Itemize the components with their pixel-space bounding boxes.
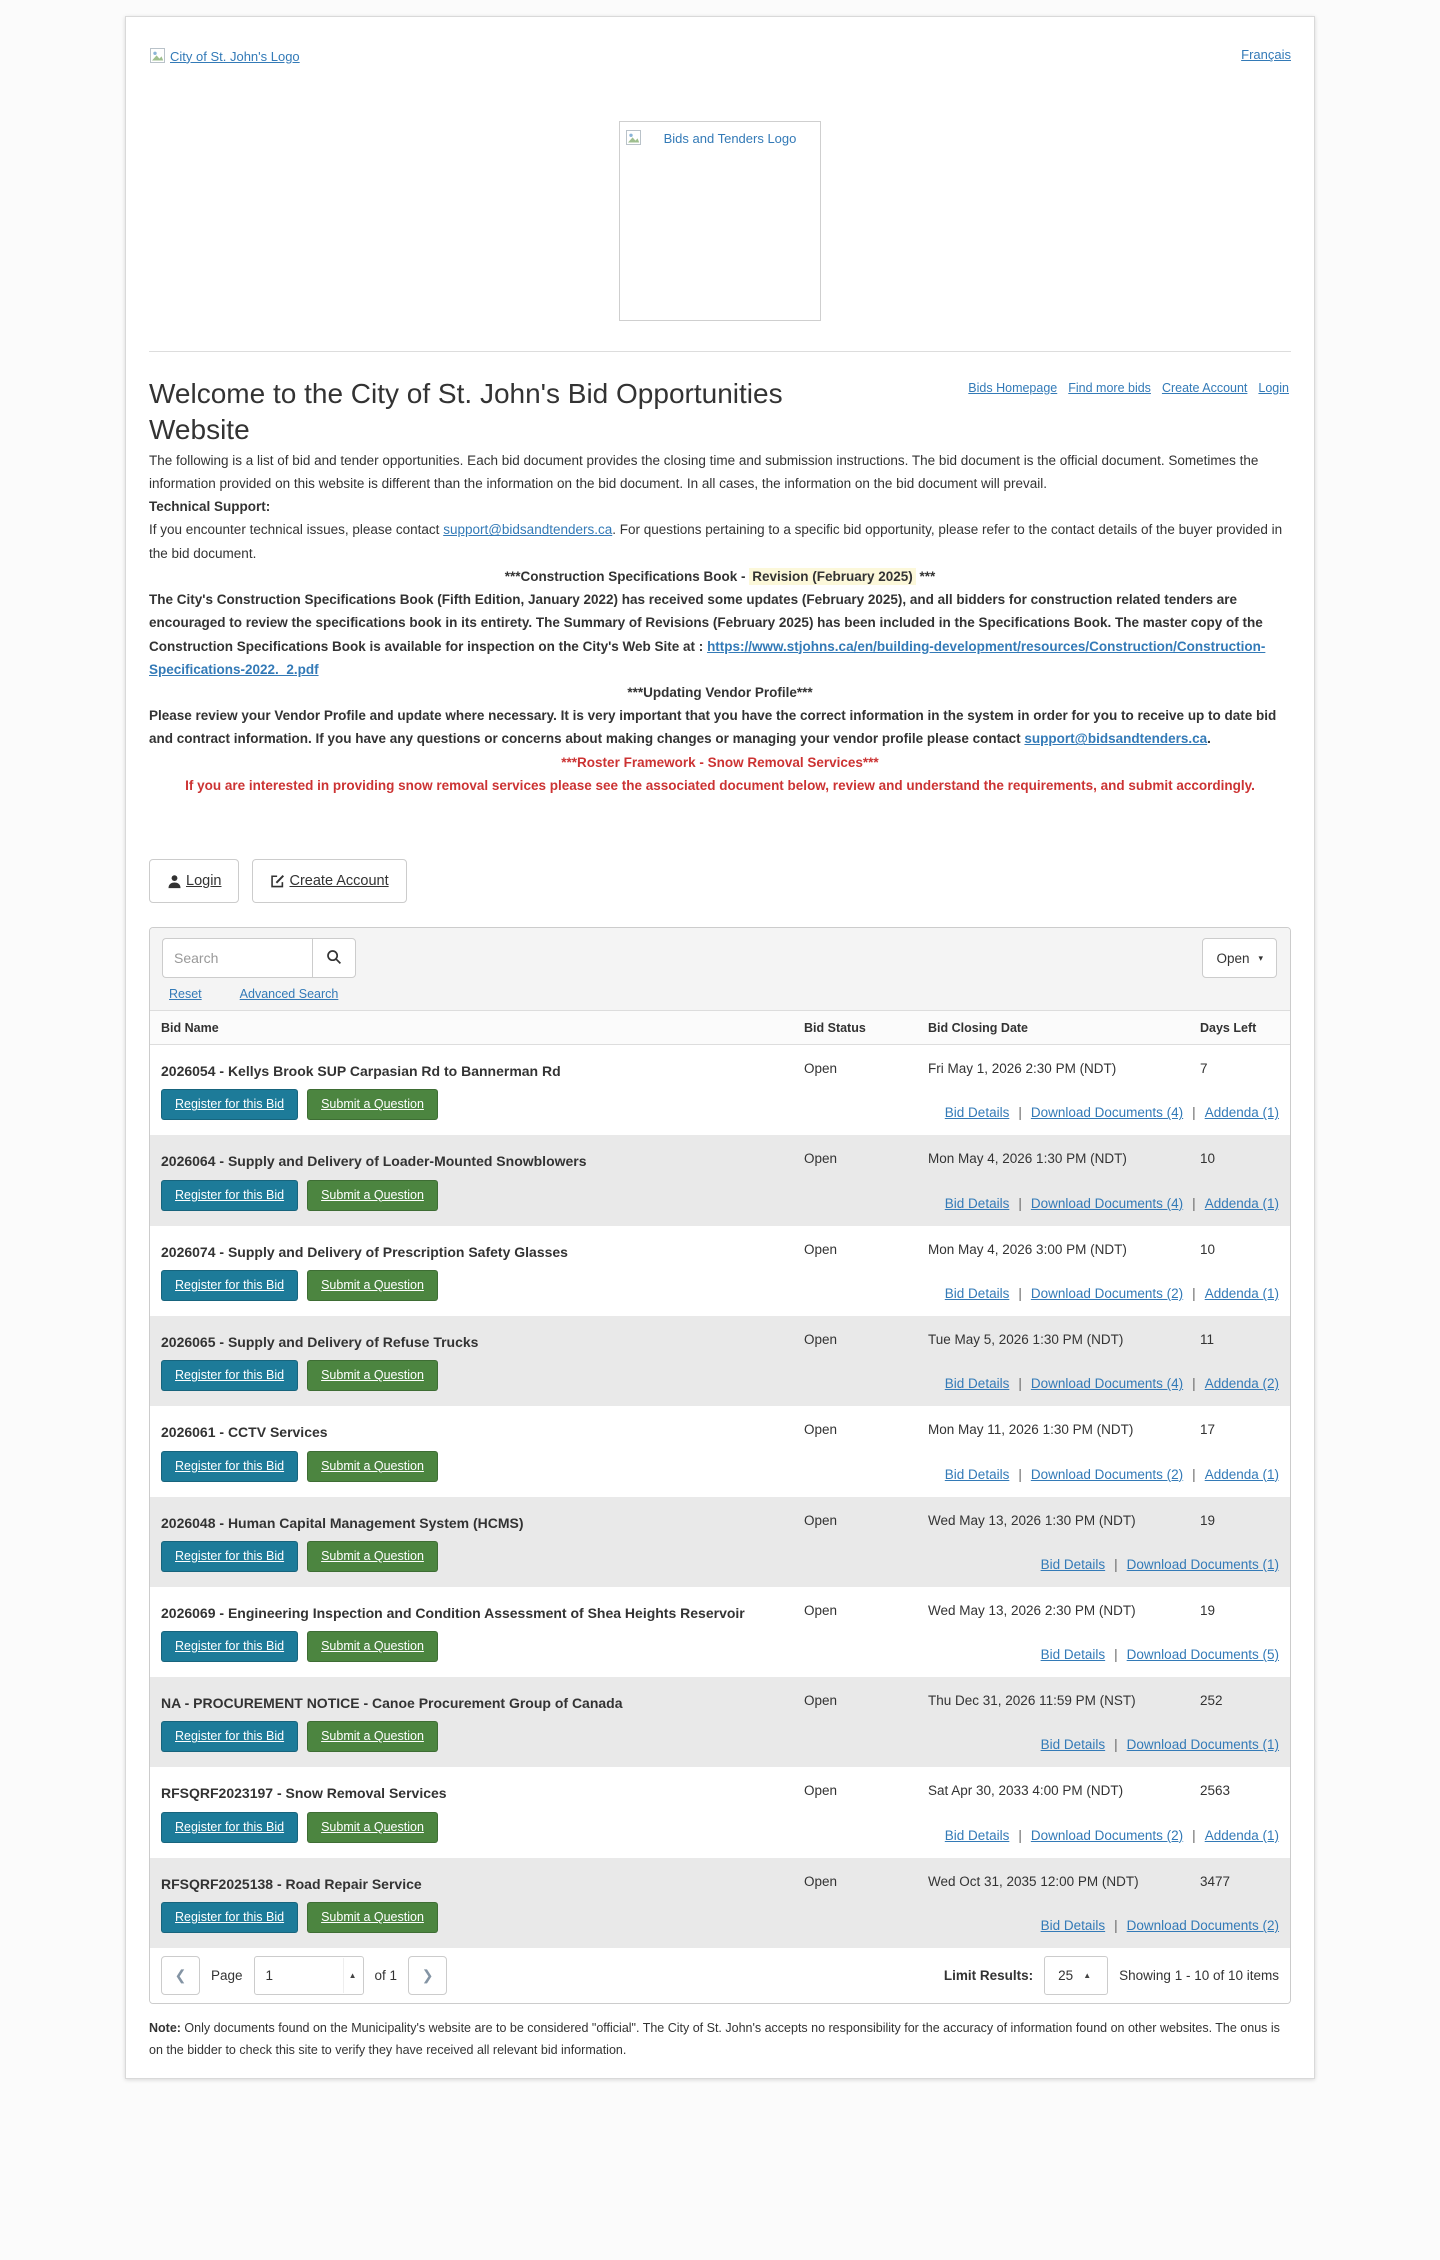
bid-details-link[interactable]: Bid Details	[944, 1827, 1010, 1843]
search-group	[162, 938, 356, 978]
register-for-bid-button[interactable]: Register for this Bid	[161, 1541, 298, 1572]
auth-buttons-row	[149, 859, 1291, 903]
intro-paragraph: The following is a list of bid and tender opportunities. Each bid document provides the closing time and submission instructions. The bid document is the official document. Sometimes the information provided on this website is different than the information on the bid document. In all cases, the information on the bid document will prevail.	[149, 452, 1259, 491]
register-for-bid-button[interactable]: Register for this Bid	[161, 1270, 298, 1301]
bid-days-left: 11	[1200, 1331, 1215, 1347]
link-separator: |	[1018, 1105, 1022, 1121]
addenda-link[interactable]: Addenda (1)	[1204, 1466, 1279, 1482]
person-icon	[167, 874, 182, 889]
submit-question-button[interactable]: Submit a Question	[307, 1451, 438, 1482]
link-separator: |	[1018, 1285, 1022, 1301]
bid-status: Open	[804, 1783, 838, 1799]
divider	[149, 351, 1291, 352]
submit-question-button[interactable]: Submit a Question	[307, 1631, 438, 1662]
bid-days-left: 17	[1200, 1422, 1216, 1438]
bid-days-left: 2563	[1200, 1783, 1231, 1799]
bid-details-link[interactable]: Bid Details	[1040, 1556, 1106, 1572]
status-filter-value: Open	[1216, 950, 1250, 966]
bid-row-summary	[150, 1677, 1290, 1713]
link-separator: |	[1192, 1466, 1196, 1482]
bids-tenders-logo-box	[619, 121, 821, 321]
bid-row	[150, 1135, 1290, 1225]
chevron-down-icon: ▾	[1258, 952, 1263, 963]
construction-heading-prefix: ***Construction Specifications Book -	[504, 568, 750, 584]
limit-results-dropdown[interactable]	[1044, 1956, 1108, 1995]
previous-page-button[interactable]	[161, 1956, 200, 1995]
bid-days-left: 10	[1200, 1151, 1216, 1167]
bid-status: Open	[804, 1331, 838, 1347]
revision-highlight: Revision (February 2025)	[749, 568, 916, 585]
footer-note	[149, 2018, 1291, 2066]
column-header-days-left: Days Left	[1200, 1021, 1257, 1036]
support-email-link[interactable]: support@bidsandtenders.ca	[443, 522, 613, 538]
bid-details-link[interactable]: Bid Details	[1040, 1737, 1106, 1753]
construction-heading-suffix: ***	[915, 568, 936, 584]
limit-results-label: Limit Results:	[943, 1968, 1034, 1984]
vendor-body-after: .	[1207, 731, 1211, 747]
bid-details-link[interactable]: Bid Details	[1040, 1918, 1106, 1934]
reset-link[interactable]: Reset	[169, 987, 202, 1002]
technical-support-paragraph	[149, 518, 1291, 564]
bid-action-buttons	[161, 1721, 438, 1752]
bid-row	[150, 1858, 1290, 1948]
bid-row-summary	[150, 1316, 1290, 1352]
bid-row-summary	[150, 1226, 1290, 1262]
technical-support-text-after: . For questions pertaining to a specific bid opportunity, please refer to the contact details of the buyer provided in the bid document.	[149, 522, 1283, 561]
submit-question-button[interactable]: Submit a Question	[307, 1721, 438, 1752]
note-label: Note:	[149, 2021, 181, 2036]
addenda-link[interactable]: Addenda (1)	[1204, 1105, 1279, 1121]
vendor-profile-paragraph	[149, 704, 1291, 750]
bid-row-actions	[150, 1352, 1290, 1406]
register-for-bid-button[interactable]: Register for this Bid	[161, 1631, 298, 1662]
addenda-link[interactable]: Addenda (1)	[1204, 1195, 1279, 1211]
nav-login-link[interactable]: Login	[1258, 381, 1289, 395]
bid-status: Open	[804, 1512, 838, 1528]
bid-status: Open	[804, 1602, 838, 1618]
submit-question-button[interactable]: Submit a Question	[307, 1089, 438, 1120]
welcome-row	[149, 376, 1291, 449]
link-separator: |	[1114, 1737, 1118, 1753]
search-icon	[326, 949, 342, 968]
filter-panel	[150, 928, 1290, 1011]
spinner-up-icon[interactable]: ▲	[343, 1958, 362, 1993]
bid-days-left: 252	[1200, 1693, 1223, 1709]
page-title: Welcome to the City of St. John's Bid Opportunities Website	[149, 378, 783, 446]
city-logo-alt-text: City of St. John's Logo	[170, 48, 300, 64]
download-documents-link[interactable]: Download Documents (2)	[1126, 1918, 1279, 1934]
bid-action-buttons	[161, 1812, 438, 1843]
link-separator: |	[1192, 1195, 1196, 1211]
bid-links	[945, 1828, 1279, 1843]
bid-closing-date: Mon May 11, 2026 1:30 PM (NDT)	[928, 1422, 1134, 1438]
bid-row-actions	[150, 1262, 1290, 1316]
download-documents-link[interactable]: Download Documents (4)	[1030, 1105, 1184, 1121]
bid-name: 2026048 - Human Capital Management System (HCMS)	[161, 1514, 524, 1531]
bid-row-summary	[150, 1767, 1290, 1803]
page-input-wrap	[254, 1956, 364, 1995]
bid-name: RFSQRF2025138 - Road Repair Service	[161, 1875, 422, 1892]
download-documents-link[interactable]: Download Documents (2)	[1030, 1827, 1184, 1843]
bid-links	[1041, 1647, 1279, 1662]
bid-details-link[interactable]: Bid Details	[944, 1466, 1010, 1482]
bid-row-actions	[150, 1443, 1290, 1497]
roster-framework-paragraph: If you are interested in providing snow removal services please see the associated document below, review and understand the requirements, and submit accordingly.	[185, 777, 1255, 793]
chevron-left-icon: ❮	[174, 1967, 187, 1984]
link-separator: |	[1114, 1556, 1118, 1572]
bid-closing-date: Tue May 5, 2026 1:30 PM (NDT)	[928, 1331, 1124, 1347]
register-for-bid-button[interactable]: Register for this Bid	[161, 1721, 298, 1752]
bid-details-link[interactable]: Bid Details	[944, 1376, 1010, 1392]
bid-links	[945, 1196, 1279, 1211]
submit-question-button[interactable]: Submit a Question	[307, 1270, 438, 1301]
link-separator: |	[1192, 1376, 1196, 1392]
bid-action-buttons	[161, 1089, 438, 1120]
bid-status: Open	[804, 1151, 838, 1167]
bid-days-left: 19	[1200, 1512, 1216, 1528]
bid-row-summary	[150, 1045, 1290, 1081]
vendor-profile-heading: ***Updating Vendor Profile***	[627, 684, 813, 700]
register-for-bid-button[interactable]: Register for this Bid	[161, 1902, 298, 1933]
bid-closing-date: Wed May 13, 2026 1:30 PM (NDT)	[928, 1512, 1136, 1528]
next-page-button[interactable]	[408, 1956, 447, 1995]
register-for-bid-button[interactable]: Register for this Bid	[161, 1180, 298, 1211]
construction-body-text: The City's Construction Specifications Book (Fifth Edition, January 2022) has received some updates (February 2025), and all bidders for construction related tenders are encouraged to review the specifications book in its entirety. The Summary of Revisions (February 2025) has been included in the Specifications Book. The master copy of the Construction Specifications Book is available for inspection on the City's Web Site at :	[149, 592, 1263, 654]
bid-status: Open	[804, 1422, 838, 1438]
bid-table-panel	[149, 927, 1291, 2004]
bid-name: 2026054 - Kellys Brook SUP Carpasian Rd to Bannerman Rd	[161, 1063, 561, 1080]
download-documents-link[interactable]: Download Documents (1)	[1126, 1556, 1279, 1572]
top-bar	[149, 47, 1291, 65]
register-for-bid-button[interactable]: Register for this Bid	[161, 1451, 298, 1482]
bid-details-link[interactable]: Bid Details	[944, 1285, 1010, 1301]
bid-closing-date: Sat Apr 30, 2033 4:00 PM (NDT)	[928, 1783, 1124, 1799]
create-account-button[interactable]	[252, 859, 406, 903]
bid-action-buttons	[161, 1902, 438, 1933]
bid-details-link[interactable]: Bid Details	[944, 1105, 1010, 1121]
bid-details-link[interactable]: Bid Details	[1040, 1647, 1106, 1663]
bid-action-buttons	[161, 1631, 438, 1662]
link-separator: |	[1192, 1105, 1196, 1121]
login-button[interactable]	[149, 859, 239, 903]
column-header-bid-name: Bid Name	[161, 1021, 219, 1036]
bid-name: 2026065 - Supply and Delivery of Refuse Trucks	[161, 1333, 479, 1350]
bid-row	[150, 1767, 1290, 1857]
city-logo-link[interactable]	[149, 47, 300, 65]
bid-links	[945, 1286, 1279, 1301]
advanced-search-link[interactable]: Advanced Search	[239, 987, 339, 1002]
broken-image-icon	[625, 129, 643, 147]
bid-row	[150, 1406, 1290, 1496]
pagination-summary	[944, 1956, 1279, 1995]
pagination-bar	[150, 1948, 1290, 2003]
bid-name: RFSQRF2023197 - Snow Removal Services	[161, 1785, 447, 1802]
content-card	[125, 16, 1315, 2079]
bid-row-actions	[150, 1713, 1290, 1767]
bid-links	[945, 1467, 1279, 1482]
addenda-link[interactable]: Addenda (2)	[1204, 1376, 1279, 1392]
bid-row-summary	[150, 1858, 1290, 1894]
bid-table-header	[150, 1011, 1290, 1045]
bid-row-summary	[150, 1587, 1290, 1623]
bid-row	[150, 1045, 1290, 1135]
bid-row-actions	[150, 1894, 1290, 1948]
search-button[interactable]	[312, 938, 356, 978]
link-separator: |	[1114, 1918, 1118, 1934]
submit-question-button[interactable]: Submit a Question	[307, 1541, 438, 1572]
create-account-button-label: Create Account	[289, 873, 389, 890]
francais-link[interactable]: Français	[1241, 47, 1291, 62]
limit-results-value: 25	[1058, 1968, 1074, 1984]
bid-table-body	[150, 1045, 1290, 1948]
register-for-bid-button[interactable]: Register for this Bid	[161, 1360, 298, 1391]
link-separator: |	[1192, 1285, 1196, 1301]
page-count-label: of 1	[374, 1968, 398, 1984]
bid-links	[945, 1105, 1279, 1120]
link-separator: |	[1192, 1827, 1196, 1843]
bid-row-actions	[150, 1172, 1290, 1226]
bid-row-summary	[150, 1406, 1290, 1442]
bid-row-actions	[150, 1623, 1290, 1677]
bid-row	[150, 1587, 1290, 1677]
register-for-bid-button[interactable]: Register for this Bid	[161, 1812, 298, 1843]
bid-row-summary	[150, 1135, 1290, 1171]
download-documents-link[interactable]: Download Documents (4)	[1030, 1195, 1184, 1211]
top-nav	[968, 381, 1289, 395]
bid-days-left: 7	[1200, 1061, 1208, 1077]
bid-days-left: 10	[1200, 1241, 1216, 1257]
submit-question-button[interactable]: Submit a Question	[307, 1902, 438, 1933]
link-separator: |	[1018, 1827, 1022, 1843]
nav-bids-homepage-link[interactable]: Bids Homepage	[968, 381, 1058, 395]
note-text: Only documents found on the Municipality's website are to be considered "official". The City of St. John's accepts no responsibility for the accuracy of information found on other websites. The onus is on the bidder to check this site to verify they have received all relevant bid information.	[149, 2021, 1280, 2057]
bid-closing-date: Fri May 1, 2026 2:30 PM (NDT)	[928, 1061, 1117, 1077]
submit-question-button[interactable]: Submit a Question	[307, 1180, 438, 1211]
broken-image-icon	[149, 47, 167, 65]
bid-links	[1041, 1737, 1279, 1752]
bid-days-left: 3477	[1200, 1873, 1231, 1889]
construction-spec-heading	[149, 565, 1291, 588]
bid-row	[150, 1316, 1290, 1406]
link-separator: |	[1018, 1466, 1022, 1482]
column-header-bid-status: Bid Status	[804, 1021, 866, 1036]
bid-row	[150, 1226, 1290, 1316]
filter-links	[169, 987, 1278, 1001]
bid-status: Open	[804, 1241, 838, 1257]
vendor-body-text: Please review your Vendor Profile and update where necessary. It is very important that you have the correct information in the system in order for you to receive up to date bid and contract information. If you have any questions or concerns about making changes or managing your vendor profile please contact	[149, 708, 1277, 747]
download-documents-link[interactable]: Download Documents (4)	[1030, 1376, 1184, 1392]
bid-links	[1041, 1557, 1279, 1572]
construction-spec-pdf-link[interactable]: https://www.stjohns.ca/en/building-development/resources/Construction/Construction-Specifications-2022._2.pdf	[149, 638, 1266, 677]
link-separator: |	[1018, 1376, 1022, 1392]
bid-row	[150, 1497, 1290, 1587]
bid-closing-date: Wed May 13, 2026 2:30 PM (NDT)	[928, 1602, 1136, 1618]
bid-closing-date: Thu Dec 31, 2026 11:59 PM (NST)	[928, 1693, 1136, 1709]
bid-row-summary	[150, 1497, 1290, 1533]
bid-details-link[interactable]: Bid Details	[944, 1195, 1010, 1211]
pagination-controls	[161, 1956, 447, 1995]
status-filter-dropdown[interactable]	[1202, 938, 1277, 978]
bid-status: Open	[804, 1693, 838, 1709]
column-header-bid-closing-date: Bid Closing Date	[928, 1021, 1029, 1036]
download-documents-link[interactable]: Download Documents (1)	[1126, 1737, 1279, 1753]
bid-action-buttons	[161, 1360, 438, 1391]
bid-name: 2026074 - Supply and Delivery of Prescription Safety Glasses	[161, 1243, 568, 1260]
bid-name: NA - PROCUREMENT NOTICE - Canoe Procurement Group of Canada	[161, 1695, 623, 1712]
vendor-support-email-link[interactable]: support@bidsandtenders.ca	[1024, 731, 1208, 747]
bid-days-left: 19	[1200, 1602, 1216, 1618]
bid-links	[1041, 1918, 1279, 1933]
edit-square-icon	[270, 874, 285, 889]
page-label: Page	[211, 1968, 243, 1984]
bid-name: 2026069 - Engineering Inspection and Condition Assessment of Shea Heights Reservoir	[161, 1604, 745, 1621]
bid-closing-date: Mon May 4, 2026 1:30 PM (NDT)	[928, 1151, 1127, 1167]
addenda-link[interactable]: Addenda (1)	[1204, 1827, 1279, 1843]
login-button-label: Login	[186, 873, 222, 890]
bid-action-buttons	[161, 1270, 438, 1301]
addenda-link[interactable]: Addenda (1)	[1204, 1285, 1279, 1301]
link-separator: |	[1018, 1195, 1022, 1211]
showing-items-text: Showing 1 - 10 of 10 items	[1119, 1968, 1279, 1984]
bid-status: Open	[804, 1873, 838, 1889]
roster-framework-heading: ***Roster Framework - Snow Removal Services***	[561, 754, 879, 770]
bid-row	[150, 1677, 1290, 1767]
bid-action-buttons	[161, 1451, 438, 1482]
bid-closing-date: Mon May 4, 2026 3:00 PM (NDT)	[928, 1241, 1127, 1257]
bids-tenders-logo-alt-text: Bids and Tenders Logo	[663, 131, 797, 146]
bid-row-actions	[150, 1081, 1290, 1135]
technical-support-heading: Technical Support:	[149, 499, 271, 515]
spinner-up-icon: ▲	[1083, 1971, 1092, 1981]
submit-question-button[interactable]: Submit a Question	[307, 1812, 438, 1843]
bid-row-actions	[150, 1804, 1290, 1858]
technical-support-text: If you encounter technical issues, please contact	[149, 522, 444, 538]
bid-name: 2026064 - Supply and Delivery of Loader-Mounted Snowblowers	[161, 1153, 587, 1170]
register-for-bid-button[interactable]: Register for this Bid	[161, 1089, 298, 1120]
submit-question-button[interactable]: Submit a Question	[307, 1360, 438, 1391]
bid-name: 2026061 - CCTV Services	[161, 1424, 328, 1441]
bid-row-actions	[150, 1533, 1290, 1587]
bid-status: Open	[804, 1061, 838, 1077]
bid-action-buttons	[161, 1541, 438, 1572]
nav-find-more-bids-link[interactable]: Find more bids	[1068, 381, 1151, 395]
link-separator: |	[1114, 1647, 1118, 1663]
construction-spec-paragraph	[149, 588, 1291, 681]
download-documents-link[interactable]: Download Documents (5)	[1126, 1647, 1279, 1663]
download-documents-link[interactable]: Download Documents (2)	[1030, 1466, 1184, 1482]
download-documents-link[interactable]: Download Documents (2)	[1030, 1285, 1184, 1301]
nav-create-account-link[interactable]: Create Account	[1161, 381, 1248, 395]
search-input[interactable]	[162, 938, 312, 978]
bid-links	[945, 1376, 1279, 1391]
bid-action-buttons	[161, 1180, 438, 1211]
bid-closing-date: Wed Oct 31, 2035 12:00 PM (NDT)	[928, 1873, 1139, 1889]
chevron-right-icon: ❯	[421, 1967, 434, 1984]
